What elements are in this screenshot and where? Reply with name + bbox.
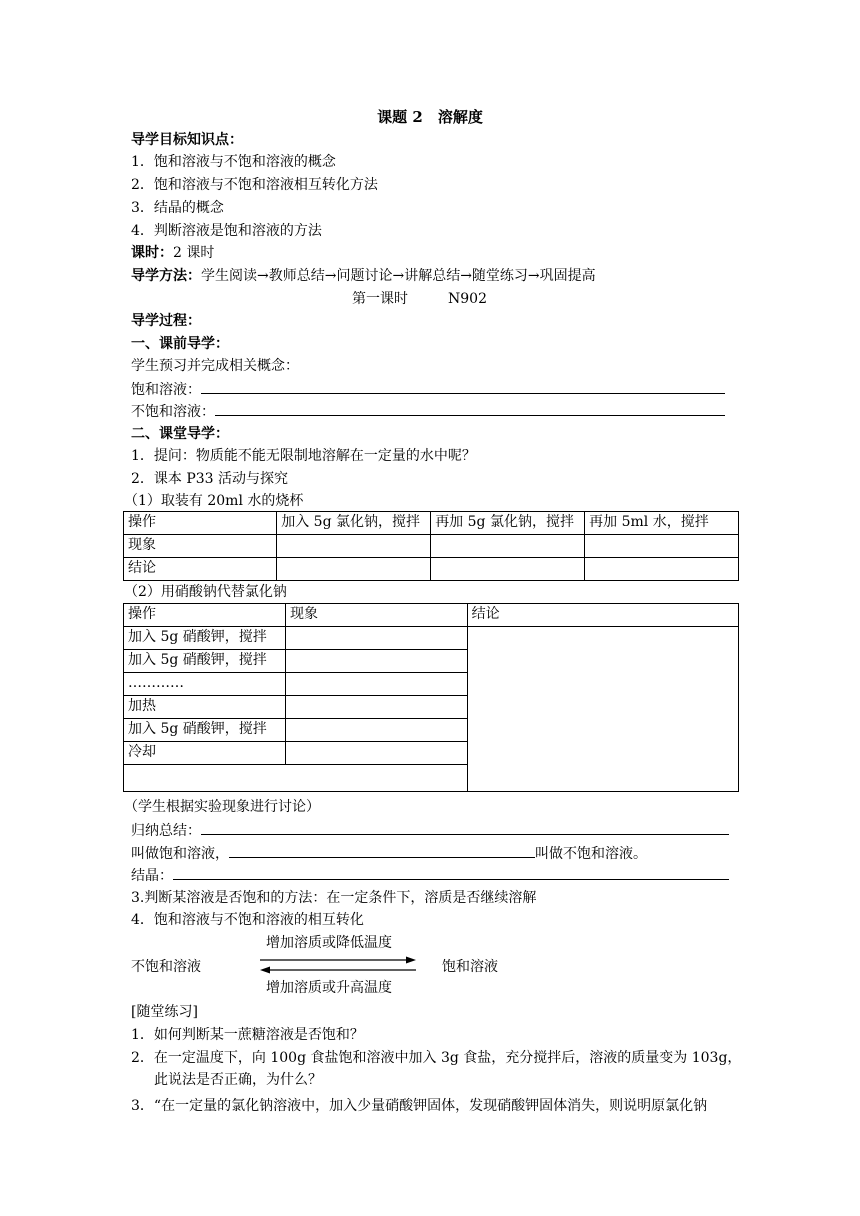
table-cell[interactable]: [285, 696, 467, 719]
table-cell[interactable]: [285, 673, 467, 696]
crystal-blank[interactable]: [173, 865, 729, 880]
practice-item-3: [131, 1096, 707, 1116]
table-cell[interactable]: [431, 535, 585, 558]
objective-item: 4．判断溶液是饱和溶液的方法: [131, 223, 322, 239]
table-header-cell: 再加 5ml 水，搅拌: [585, 512, 739, 535]
summary-blank[interactable]: [201, 820, 729, 835]
objective-item: 1．饱和溶液与不饱和溶液的概念: [131, 154, 336, 170]
table-row-label: …………: [124, 673, 286, 696]
crystal-label: 结晶：: [131, 868, 173, 884]
saturated-summary-blank[interactable]: [229, 843, 535, 858]
table-cell[interactable]: [585, 535, 739, 558]
table-row-label: 加入 5g 硝酸钾，搅拌: [124, 650, 286, 673]
table-row-label: 加入 5g 硝酸钾，搅拌: [124, 627, 286, 650]
discussion-note: （学生根据实验现象进行讨论）: [124, 799, 320, 815]
table-cell[interactable]: [285, 742, 467, 765]
table-cell[interactable]: [585, 558, 739, 581]
summary-label: 归纳总结：: [131, 823, 201, 839]
saturated-suffix: 叫做不饱和溶液。: [535, 846, 647, 862]
process-heading: 导学过程：: [131, 313, 201, 329]
question-2: 2．课本 P33 活动与探究: [131, 471, 289, 487]
saturated-label: 饱和溶液：: [131, 382, 201, 398]
practice-number: 1．: [131, 1027, 154, 1043]
table-row-label: 加热: [124, 696, 286, 719]
lesson-tag: [352, 289, 487, 309]
objective-item: 2．饱和溶液与不饱和溶液相互转化方法: [131, 177, 378, 193]
method: [131, 266, 596, 286]
table-row: [124, 627, 739, 650]
practice-item-1: [131, 1025, 364, 1045]
pre-class-heading: 一、课前导学：: [131, 336, 229, 352]
method-label: 导学方法：: [131, 268, 201, 284]
experiment-1-table: [123, 511, 739, 581]
saturated-definition: [131, 379, 725, 399]
table-cell[interactable]: [277, 558, 431, 581]
convert-heading: 4．饱和溶液与不饱和溶液的相互转化: [131, 912, 364, 928]
class-hours-value: 2 课时: [173, 245, 215, 261]
practice-number: 3．: [131, 1098, 154, 1114]
table-header-cell: 现象: [285, 604, 467, 627]
table-cell[interactable]: [124, 765, 468, 792]
table-cell[interactable]: [285, 650, 467, 673]
objectives-heading: 导学目标知识点：: [131, 132, 243, 148]
table-row: [124, 558, 739, 581]
table-row-label: 冷却: [124, 742, 286, 765]
saturated-blank[interactable]: [201, 379, 725, 394]
objective-item: 3．结晶的概念: [131, 200, 224, 216]
pre-class-intro: 学生预习并完成相关概念：: [131, 358, 299, 374]
practice-heading: [随堂练习]: [131, 1004, 198, 1020]
saturated-prefix: 叫做饱和溶液，: [131, 846, 229, 862]
summary-line: [131, 820, 729, 840]
convert-left-label: 不饱和溶液: [131, 959, 201, 975]
practice-number: 2．: [131, 1050, 154, 1066]
table-row-label: 加入 5g 硝酸钾，搅拌: [124, 719, 286, 742]
table-cell[interactable]: [285, 719, 467, 742]
saturated-summary-line: [131, 843, 647, 863]
table-cell[interactable]: [277, 535, 431, 558]
unsaturated-blank[interactable]: [215, 401, 725, 416]
table-cell[interactable]: [285, 627, 467, 650]
conversion-arrows-icon: [256, 953, 422, 977]
table-row: [124, 604, 739, 627]
class-hours-label: 课时：: [131, 245, 173, 261]
experiment-1-label: （1）取装有 20ml 水的烧杯: [124, 493, 304, 509]
table-header-cell: 加入 5g 氯化钠，搅拌: [277, 512, 431, 535]
question-1: 1．提问：物质能不能无限制地溶解在一定量的水中呢？: [131, 448, 476, 464]
convert-right-label: 饱和溶液: [442, 959, 498, 975]
practice-item-2-continued: 此说法是否正确，为什么？: [154, 1072, 322, 1088]
lesson-code: N902: [448, 291, 487, 307]
table-row-label: 结论: [124, 558, 277, 581]
table-row: [124, 512, 739, 535]
lesson-label: 第一课时: [352, 291, 408, 307]
unsaturated-label: 不饱和溶液：: [131, 404, 215, 420]
in-class-heading: 二、课堂导学：: [131, 426, 229, 442]
experiment-2-label: （2）用硝酸钠代替氯化钠: [124, 584, 287, 600]
crystal-line: [131, 865, 729, 885]
practice-text: 在一定温度下，向 100g 食盐饱和溶液中加入 3g 食盐，充分搅拌后，溶液的质量变为 103g，: [153, 1050, 742, 1066]
table-header-cell: 结论: [467, 604, 738, 627]
table-header-cell: 操作: [124, 604, 286, 627]
table-row: [124, 535, 739, 558]
conclusion-cell[interactable]: [467, 627, 738, 792]
table-header-cell: 再加 5g 氯化钠，搅拌: [431, 512, 585, 535]
table-row-label: 现象: [124, 535, 277, 558]
practice-item-2: [131, 1048, 741, 1068]
table-header-cell: 操作: [124, 512, 277, 535]
class-hours: [131, 243, 214, 263]
page-title: 课题 2 溶解度: [377, 108, 483, 126]
judge-method: 3.判断某溶液是否饱和的方法：在一定条件下，溶质是否继续溶解: [131, 890, 537, 906]
table-cell[interactable]: [431, 558, 585, 581]
experiment-2-table: [123, 603, 739, 792]
practice-text: “在一定量的氯化钠溶液中，加入少量硝酸钾固体，发现硝酸钾固体消失，则说明原氯化钠: [153, 1098, 708, 1114]
convert-top-label: 增加溶质或降低温度: [266, 935, 392, 951]
unsaturated-definition: [131, 401, 725, 421]
method-value: 学生阅读→教师总结→问题讨论→讲解总结→随堂练习→巩固提高: [201, 268, 596, 284]
practice-text: 如何判断某一蔗糖溶液是否饱和？: [153, 1027, 364, 1043]
convert-bottom-label: 增加溶质或升高温度: [266, 980, 392, 996]
